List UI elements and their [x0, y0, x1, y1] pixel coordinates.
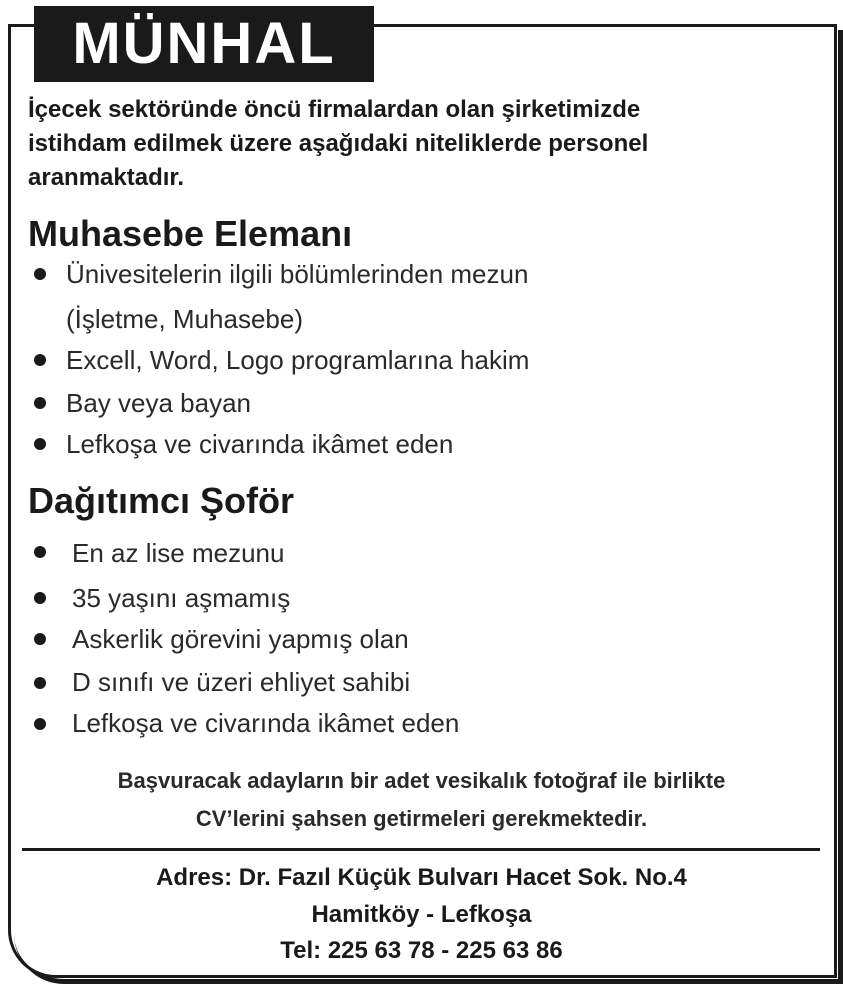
bullet-icon [34, 592, 46, 604]
intro-line: aranmaktadır. [28, 164, 185, 191]
application-note [0, 762, 843, 838]
requirement-text: Askerlik görevini yapmış olan [72, 624, 409, 654]
divider [22, 848, 820, 851]
intro-paragraph [28, 93, 828, 195]
position-title-accountant: Muhasebe Elemanı [28, 213, 353, 254]
requirement-text: Excell, Word, Logo programlarına hakim [66, 345, 530, 375]
bullet-icon [34, 633, 46, 645]
application-note-line: Başvuracak adayların bir adet vesikalık fotoğraf ile birlikte [117, 768, 726, 793]
contact-phone: Tel: 225 63 78 - 225 63 86 [280, 937, 563, 964]
requirement-text: Bay veya bayan [66, 388, 252, 418]
requirement-text: Ünivesitelerin ilgili bölümlerinden mezun [66, 259, 529, 289]
title-banner [34, 6, 374, 82]
requirement-text: En az lise mezunu [72, 538, 285, 568]
bullet-icon [34, 397, 46, 409]
bullet-icon [34, 268, 46, 280]
requirement-text: Lefkoşa ve civarında ikâmet eden [66, 429, 454, 459]
bullet-icon [34, 677, 46, 689]
intro-line: istihdam edilmek üzere aşağıdaki niteliklerde personel [28, 130, 649, 157]
requirement-text: 35 yaşını aşmamış [72, 583, 291, 613]
requirement-text: Lefkoşa ve civarında ikâmet eden [72, 708, 460, 738]
bullet-icon [34, 718, 46, 730]
position-title-driver: Dağıtımcı Şoför [28, 480, 295, 521]
application-note-line: CV’lerini şahsen getirmeleri gerekmektedir. [195, 806, 648, 831]
ad-title: MÜNHAL [72, 11, 336, 76]
bullet-icon [34, 354, 46, 366]
contact-address: Adres: Dr. Fazıl Küçük Bulvarı Hacet Sok. No.4 [156, 864, 687, 891]
bullet-icon [34, 546, 46, 558]
requirement-text: (İşletme, Muhasebe) [66, 304, 303, 334]
contact-district: Hamitköy - Lefkoşa [311, 901, 532, 928]
requirement-text: D sınıfı ve üzeri ehliyet sahibi [72, 667, 411, 697]
bullet-icon [34, 438, 46, 450]
intro-line: İçecek sektöründe öncü firmalardan olan şirketimizde [28, 96, 641, 123]
